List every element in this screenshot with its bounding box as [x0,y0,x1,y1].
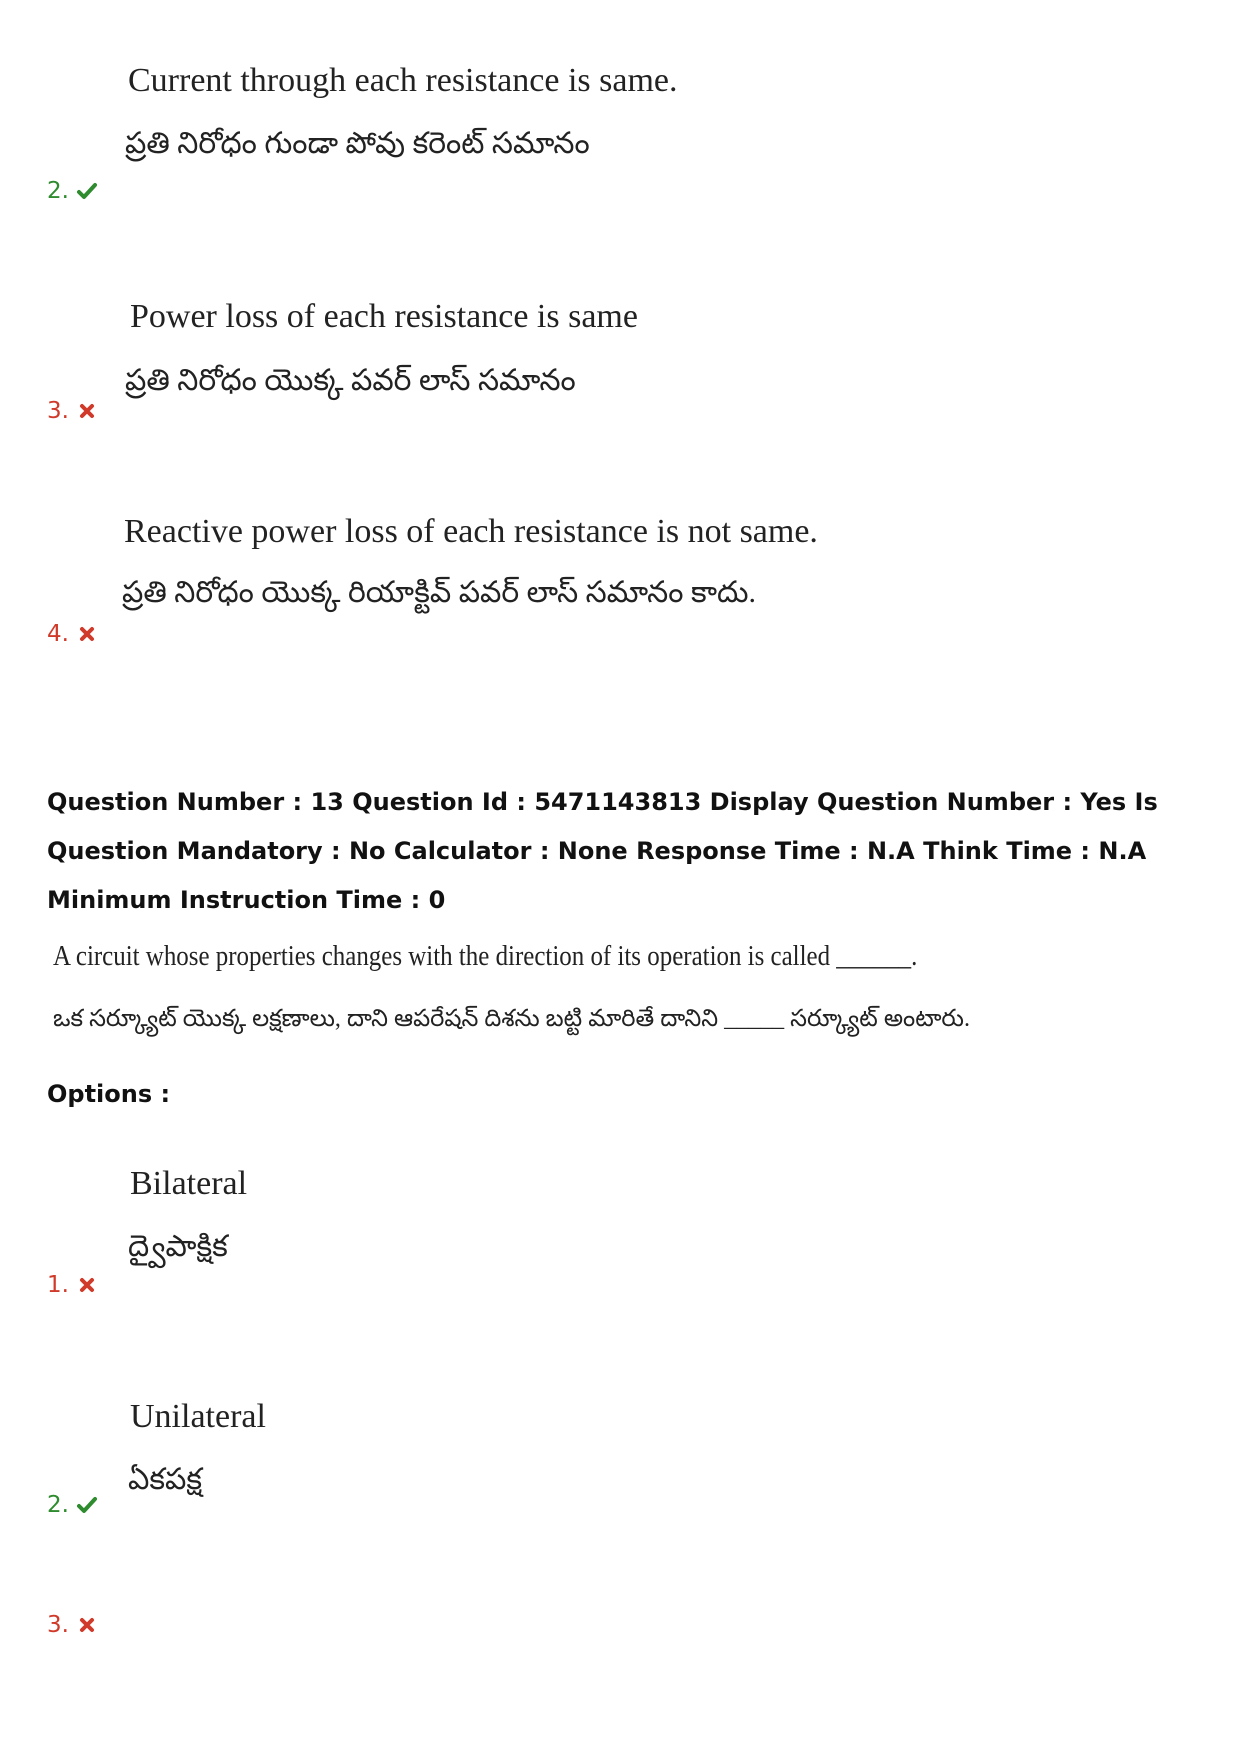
option-number: 3. [47,398,97,424]
question-text-en: A circuit whose properties changes with the direction of its operation is called ______. [53,940,918,972]
option-text-en: Reactive power loss of each resistance is not same. [124,513,818,550]
options-label: Options : [47,1080,171,1108]
cross-icon [77,1615,97,1635]
option-text-en: Bilateral [130,1165,248,1202]
option-text-te: ప్రతి నిరోధం యొక్క పవర్ లాస్ సమానం [125,364,576,397]
question-text-te: ఒక సర్క్యూట్ యొక్క లక్షణాలు, దాని ఆపరేషన్ దిశను బట్టి మారితే దానిని _____ సర్క్యూట్ అంటారు. [53,1006,970,1032]
option-number: 2. [47,1492,97,1518]
cross-icon [77,624,97,644]
question-meta: Question Number : 13 Question Id : 5471143813 Display Question Number : Yes Is Question Mandatory : No Calculator : None Response Time : N.A Think Time : N.A Minimum Instruction Time : 0 [47,788,1158,914]
option-number: 1. [47,1272,97,1298]
option-text-en: Power loss of each resistance is same [130,298,638,335]
option-text-en: Unilateral [130,1398,266,1435]
check-icon [77,1495,97,1515]
cross-icon [77,1275,97,1295]
check-icon [77,181,97,201]
option-text-te: ప్రతి నిరోధం యొక్క రియాక్టివ్ పవర్ లాస్ సమానం కాదు. [122,576,757,609]
cross-icon [77,401,97,421]
option-text-te: ద్వైపాక్షిక [128,1230,228,1263]
option-text-en: Current through each resistance is same. [128,62,678,99]
option-number: 2. [47,178,97,204]
option-text-te: ప్రతి నిరోధం గుండా పోవు కరెంట్ సమానం [125,127,590,160]
option-number: 4. [47,621,97,647]
option-number: 3. [47,1612,97,1638]
option-text-te: ఏకపక్ష [128,1463,202,1496]
